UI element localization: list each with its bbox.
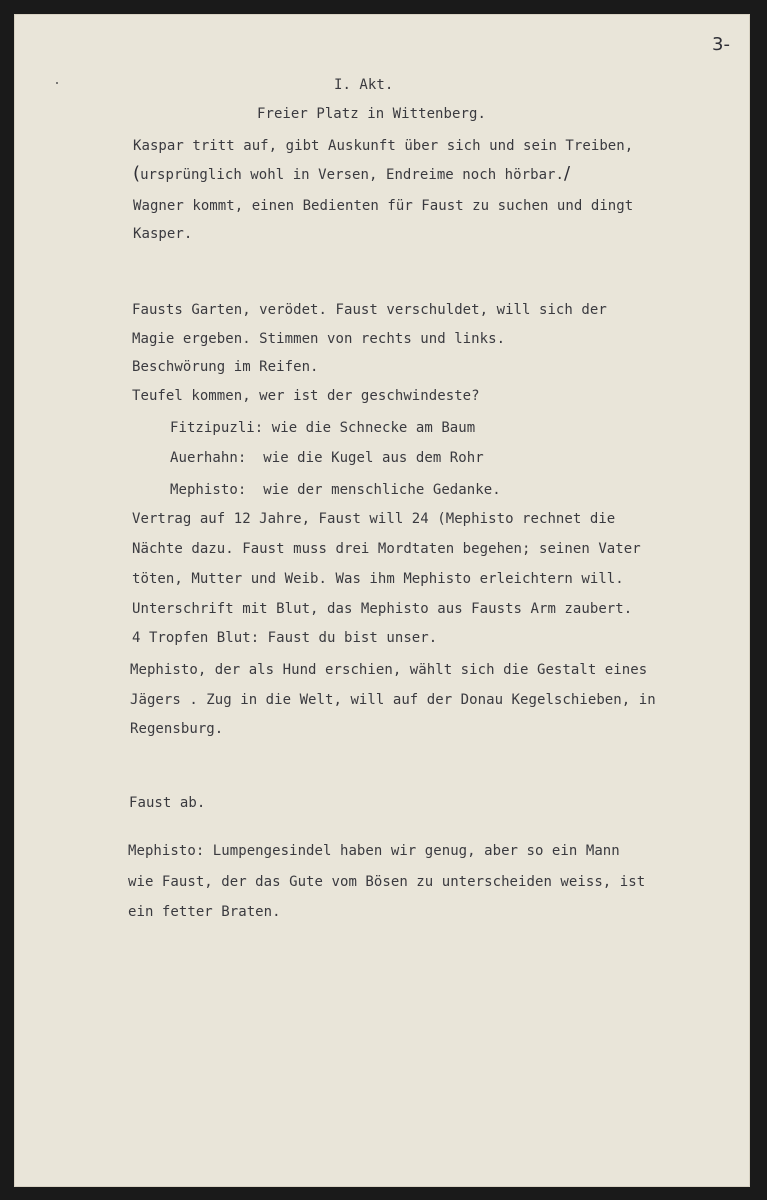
text-line: Faust ab. — [129, 795, 206, 811]
text-line: Fausts Garten, verödet. Faust verschuldet, will sich der — [132, 302, 607, 318]
text-line: Mephisto: Lumpengesindel haben wir genug, aber so ein Mann — [128, 843, 620, 859]
text-line: Nächte dazu. Faust muss drei Mordtaten begehen; seinen Vater — [132, 541, 641, 557]
text-line: wie Faust, der das Gute vom Bösen zu unterscheiden weiss, ist — [128, 874, 646, 890]
ink-dot — [56, 82, 58, 84]
text-line: Regensburg. — [130, 721, 224, 737]
text-line: Mephisto, der als Hund erschien, wählt sich die Gestalt eines — [130, 662, 648, 678]
text-line: Fitzipuzli: wie die Schnecke am Baum — [170, 420, 476, 436]
text-line: Wagner kommt, einen Bedienten für Faust zu suchen und dingt — [133, 198, 634, 214]
handwritten-close-bracket: / — [564, 163, 571, 184]
text-line: Mephisto: wie der menschliche Gedanke. — [170, 482, 501, 498]
text-line-segment: ursprünglich wohl in Versen, Endreime noch hörbar. — [140, 167, 565, 183]
act-heading: I. Akt. — [334, 77, 394, 93]
text-line: Kaspar tritt auf, gibt Auskunft über sich und sein Treiben, — [133, 138, 634, 154]
text-line: Unterschrift mit Blut, das Mephisto aus Fausts Arm zaubert. — [132, 601, 633, 617]
text-line: Kasper. — [133, 226, 193, 242]
text-line: Teufel kommen, wer ist der geschwindeste? — [132, 388, 480, 404]
handwritten-open-bracket: ( — [133, 163, 141, 184]
text-line: Beschwörung im Reifen. — [132, 359, 319, 375]
text-line: Vertrag auf 12 Jahre, Faust will 24 (Mephisto rechnet die — [132, 511, 616, 527]
text-line: töten, Mutter und Weib. Was ihm Mephisto erleichtern will. — [132, 571, 624, 587]
text-line: Jägers . Zug in die Welt, will auf der Donau Kegelschieben, in — [130, 692, 656, 708]
text-line: ein fetter Braten. — [128, 904, 281, 920]
text-line: 4 Tropfen Blut: Faust du bist unser. — [132, 630, 438, 646]
page-number: 3- — [712, 34, 730, 55]
text-line — [133, 165, 570, 184]
text-line: Auerhahn: wie die Kugel aus dem Rohr — [170, 450, 484, 466]
scene-heading: Freier Platz in Wittenberg. — [257, 106, 486, 122]
text-line: Magie ergeben. Stimmen von rechts und links. — [132, 331, 506, 347]
